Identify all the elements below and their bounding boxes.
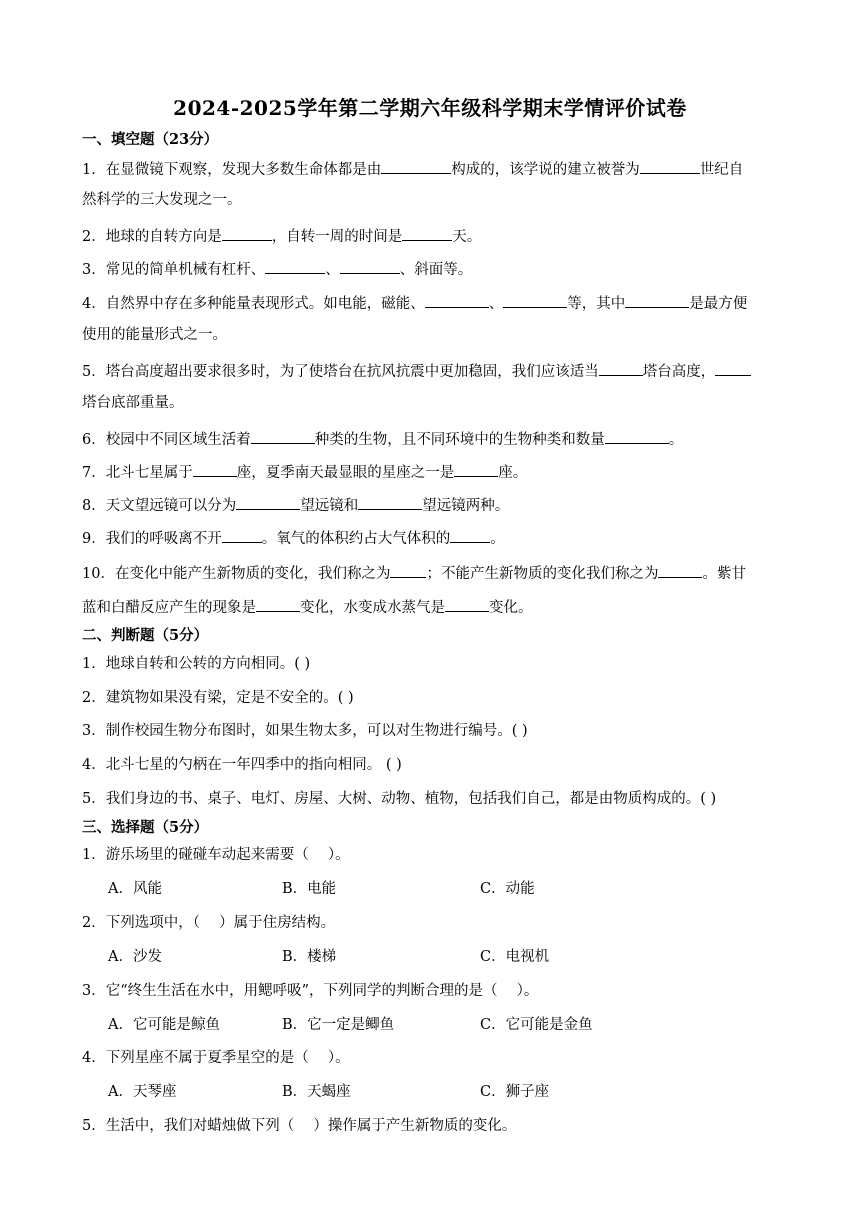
answer-blank[interactable] <box>381 158 451 174</box>
question-line: 2．地球的自转方向是 ，自转一周的时间是 天。 <box>82 225 481 245</box>
choice-option[interactable]: B．楼梯 <box>282 949 337 965</box>
answer-blank[interactable] <box>445 596 489 612</box>
answer-blank[interactable] <box>193 461 237 477</box>
judge-item: 1．地球自转和公转的方向相同。( ) <box>82 656 311 672</box>
choice-option[interactable]: C．狮子座 <box>480 1084 550 1100</box>
question-line: 7．北斗七星属于 座，夏季南天最显眼的星座之一是 座。 <box>82 461 527 481</box>
answer-blank[interactable] <box>640 158 700 174</box>
choice-option[interactable]: A．它可能是鲸鱼 <box>108 1017 220 1033</box>
answer-blank[interactable] <box>625 292 689 308</box>
choice-option[interactable]: A．风能 <box>108 881 162 897</box>
choice-option[interactable]: A．沙发 <box>108 949 162 965</box>
question-line: 蓝和白醋反应产生的现象是 变化，水变成水蒸气是 变化。 <box>82 596 533 616</box>
choice-option[interactable]: C．它可能是金鱼 <box>480 1017 593 1033</box>
section-heading-multiple-choice: 三、选择题（5分） <box>82 819 209 836</box>
answer-blank[interactable] <box>605 428 669 444</box>
choice-option[interactable]: B．它一定是鲫鱼 <box>282 1017 395 1033</box>
answer-blank[interactable] <box>236 494 300 510</box>
choice-option[interactable]: B．电能 <box>282 881 337 897</box>
section-heading-true-false: 二、判断题（5分） <box>82 627 209 644</box>
page-title: 2024-2025学年第二学期六年级科学期末学情评价试卷 <box>173 96 687 120</box>
answer-blank[interactable] <box>450 527 490 543</box>
question-line: 9．我们的呼吸离不开 。氧气的体积约占大气体积的 。 <box>82 527 505 547</box>
answer-blank[interactable] <box>402 225 452 241</box>
choice-question-stem: 4．下列星座不属于夏季星空的是（ ）。 <box>82 1050 350 1066</box>
answer-blank[interactable] <box>222 527 262 543</box>
judge-item: 2．建筑物如果没有梁，定是不安全的。( ) <box>82 690 354 706</box>
choice-question-stem: 2．下列选项中，（ ）属于住房结构。 <box>82 915 336 931</box>
judge-item: 3．制作校园生物分布图时，如果生物太多，可以对生物进行编号。( ) <box>82 723 528 739</box>
answer-blank[interactable] <box>265 258 325 274</box>
choice-option[interactable]: C．动能 <box>480 881 535 897</box>
question-line: 使用的能量形式之一。 <box>82 327 227 343</box>
judge-item: 4．北斗七星的勺柄在一年四季中的指向相同。 ( ) <box>82 757 402 773</box>
answer-blank[interactable] <box>454 461 498 477</box>
question-line: 3．常见的简单机械有杠杆、 、 、斜面等。 <box>82 258 472 278</box>
question-line: 8．天文望远镜可以分为 望远镜和 望远镜两种。 <box>82 494 509 514</box>
choice-question-stem: 5．生活中，我们对蜡烛做下列（ ）操作属于产生新物质的变化。 <box>82 1118 517 1134</box>
answer-blank[interactable] <box>222 225 272 241</box>
question-line: 然科学的三大发现之一。 <box>82 192 242 208</box>
judge-item: 5．我们身边的书、桌子、电灯、房屋、大树、动物、植物，包括我们自己，都是由物质构成的。( ) <box>82 791 717 807</box>
answer-blank[interactable] <box>251 428 315 444</box>
section-heading-fill-blank: 一、填空题（23分） <box>82 131 219 148</box>
answer-blank[interactable] <box>358 494 422 510</box>
question-line: 5．塔台高度超出要求很多时，为了使塔台在抗风抗震中更加稳固，我们应该适当 塔台高度， <box>82 360 751 380</box>
answer-blank[interactable] <box>340 258 400 274</box>
answer-blank[interactable] <box>503 292 567 308</box>
choice-option[interactable]: A．天琴座 <box>108 1084 177 1100</box>
answer-blank[interactable] <box>390 562 426 578</box>
question-line: 塔台底部重量。 <box>82 395 184 411</box>
choice-question-stem: 3．它“终生生活在水中，用鳃呼吸”，下列同学的判断合理的是（ ）。 <box>82 983 539 999</box>
choice-option[interactable]: B．天蝎座 <box>282 1084 351 1100</box>
answer-blank[interactable] <box>658 562 702 578</box>
question-line: 4．自然界中存在多种能量表现形式。如电能，磁能、 、 等，其中 是最方便 <box>82 292 747 312</box>
choice-option[interactable]: C．电视机 <box>480 949 550 965</box>
answer-blank[interactable] <box>256 596 300 612</box>
answer-blank[interactable] <box>425 292 489 308</box>
answer-blank[interactable] <box>715 360 751 376</box>
question-line: 6．校园中不同区域生活着 种类的生物，且不同环境中的生物种类和数量 。 <box>82 428 683 448</box>
question-line: 1．在显微镜下观察，发现大多数生命体都是由 构成的，该学说的建立被誉为 世纪自 <box>82 158 743 178</box>
choice-question-stem: 1．游乐场里的碰碰车动起来需要（ ）。 <box>82 847 350 863</box>
question-line: 10．在变化中能产生新物质的变化，我们称之为 ；不能产生新物质的变化我们称之为 。紫甘 <box>82 562 746 582</box>
answer-blank[interactable] <box>599 360 643 376</box>
